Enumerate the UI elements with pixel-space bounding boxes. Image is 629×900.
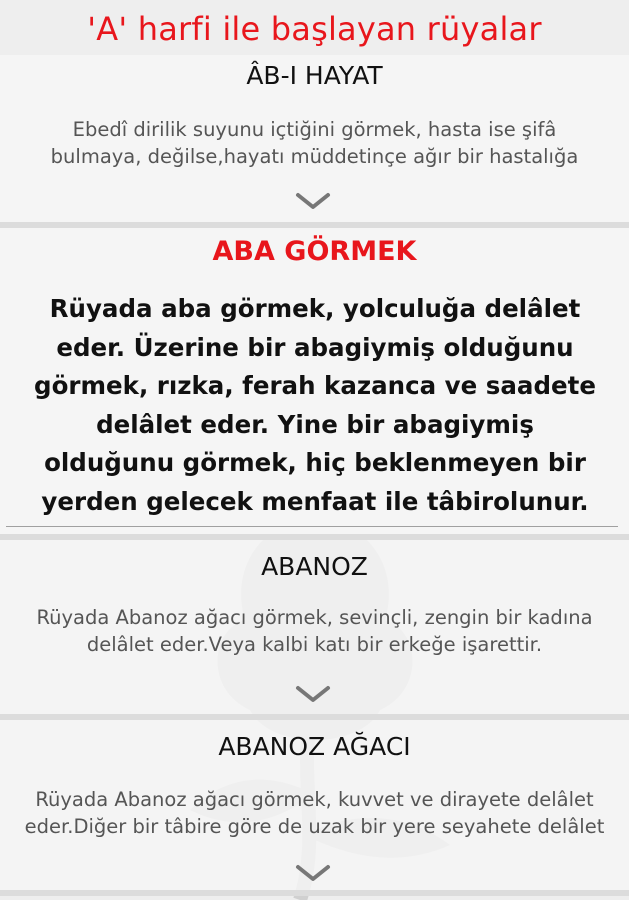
chevron-down-icon[interactable] bbox=[295, 684, 331, 704]
entry-description-line: bulmaya, değilse,hayatı müddetinçe ağır bir hastalığa bbox=[50, 145, 579, 168]
divider bbox=[0, 890, 629, 896]
entry-description-line: Rüyada Abanoz ağacı görmek, sevinçli, zengin bir kadına bbox=[36, 606, 593, 629]
list-item-abanoz[interactable] bbox=[0, 540, 629, 714]
entry-body-line: olduğunu görmek, hiç beklenmeyen bir bbox=[44, 448, 586, 477]
entry-description-line: Ebedî dirilik suyunu içtiğini görmek, hasta ise şifâ bbox=[72, 118, 557, 141]
entry-description bbox=[0, 786, 629, 840]
entry-description bbox=[0, 604, 629, 658]
chevron-down-icon[interactable] bbox=[295, 191, 331, 211]
entry-body-line: Rüyada aba görmek, yolculuğa delâlet bbox=[49, 294, 581, 323]
entry-body-line: yerden gelecek menfaat ile tâbirolunur. bbox=[41, 486, 589, 516]
list-item-abanoz-agaci[interactable] bbox=[0, 720, 629, 890]
entry-title: ÂB-I HAYAT bbox=[246, 61, 383, 90]
entry-title: ABANOZ bbox=[261, 552, 368, 581]
entry-description bbox=[0, 116, 629, 170]
entry-title: ABANOZ AĞACI bbox=[218, 732, 411, 761]
divider bbox=[6, 526, 618, 527]
entry-description-line: eder.Diğer bir tâbire göre de uzak bir yere seyahete delâlet bbox=[24, 815, 605, 838]
entry-body-line: görmek, rızka, ferah kazanca ve saadete bbox=[34, 371, 596, 400]
chevron-down-icon[interactable] bbox=[295, 863, 331, 883]
entry-description-line: delâlet eder.Veya kalbi katı bir erkeğe işarettir. bbox=[86, 633, 543, 656]
entry-body-line: eder. Üzerine bir abagiymiş olduğunu bbox=[56, 332, 574, 362]
entry-body bbox=[20, 290, 610, 521]
entry-body-line: delâlet eder. Yine bir abagiymiş bbox=[96, 409, 534, 439]
page-title: 'A' harfi ile başlayan rüyalar bbox=[87, 10, 542, 48]
list-item-ab-i-hayat[interactable] bbox=[0, 55, 629, 222]
entry-description-line: Rüyada Abanoz ağacı görmek, kuvvet ve dirayete delâlet bbox=[35, 788, 594, 811]
entry-title: ABA GÖRMEK bbox=[212, 236, 417, 267]
